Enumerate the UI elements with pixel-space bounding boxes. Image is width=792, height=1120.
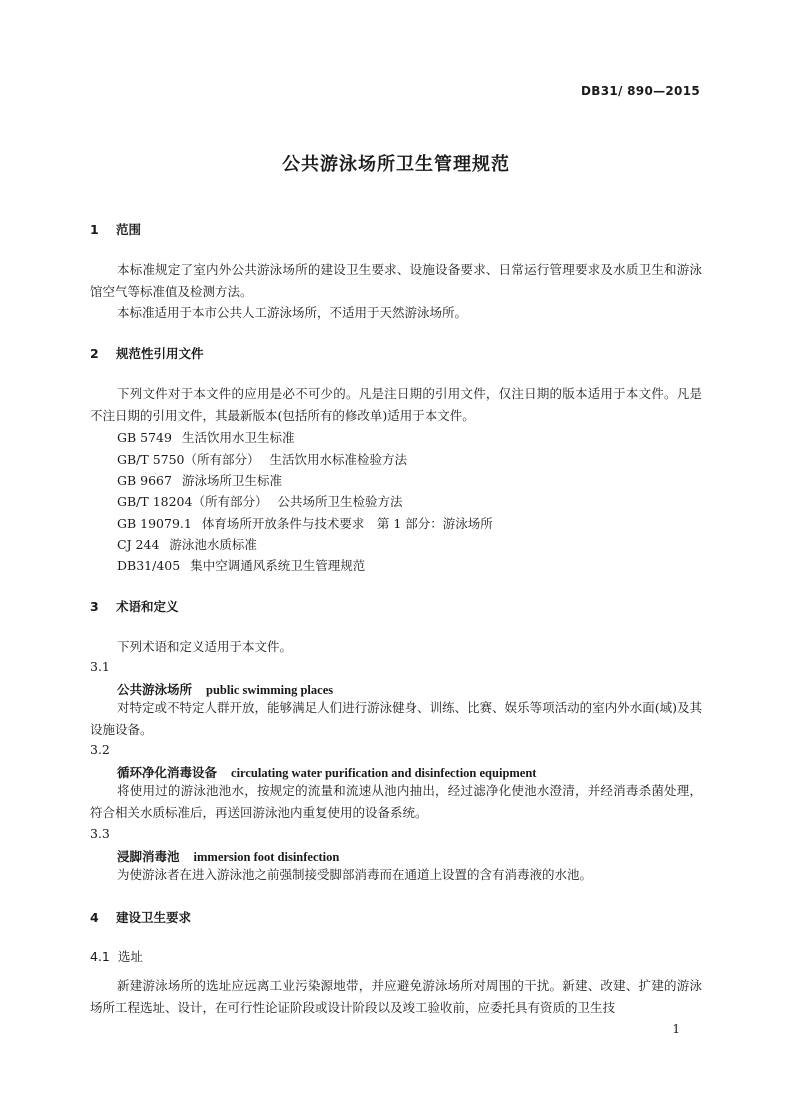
section-2-paragraph-1: 下列文件对于本文件的应用是必不可少的。凡是注日期的引用文件，仅注日期的版本适用于本文件。凡是不注日期的引用文件，其最新版本(包括所有的修改单)适用于本文件。 bbox=[90, 386, 702, 423]
section-title: 规范性引用文件 bbox=[116, 346, 204, 361]
term-chinese: 公共游泳场所 bbox=[117, 682, 193, 697]
reference-item bbox=[117, 492, 402, 510]
reference-name: 游泳场所卫生标准 bbox=[181, 473, 282, 488]
section-3-paragraph-1: 下列术语和定义适用于本文件。 bbox=[117, 639, 293, 654]
section-2-heading bbox=[90, 344, 204, 362]
section-title: 建设卫生要求 bbox=[116, 910, 192, 925]
section-title: 范围 bbox=[116, 222, 142, 237]
reference-name: 公共场所卫生检验方法 bbox=[277, 494, 403, 509]
term-title bbox=[117, 680, 333, 698]
reference-code: CJ 244 bbox=[117, 537, 160, 552]
term-title bbox=[117, 763, 536, 781]
subsection-4-1-paragraph: 新建游泳场所的选址应远离工业污染源地带，并应避免游泳场所对周围的干扰。新建、改建、扩建的游泳场所工程选址、设计，在可行性论证阶段或设计阶段以及竣工验收前，应委托具有资质的卫生技 bbox=[90, 978, 702, 1015]
document-code: DB31/ 890—2015 bbox=[580, 84, 700, 98]
reference-code: GB 5749 bbox=[117, 430, 172, 445]
term-chinese: 浸脚消毒池 bbox=[117, 849, 180, 864]
reference-code: GB 19079.1 bbox=[117, 516, 192, 531]
term-definition: 对特定或不特定人群开放，能够满足人们进行游泳健身、训练、比赛、娱乐等项活动的室内外水面(域)及其设施设备。 bbox=[90, 700, 702, 737]
reference-code: GB/T 18204（所有部分） bbox=[117, 494, 268, 509]
reference-item bbox=[117, 428, 294, 446]
section-3-heading bbox=[90, 597, 179, 615]
section-1-paragraph-2: 本标准适用于本市公共人工游泳场所，不适用于天然游泳场所。 bbox=[117, 305, 468, 320]
reference-name: 体育场所开放条件与技术要求 第 1 部分：游泳场所 bbox=[201, 516, 493, 531]
section-number: 2 bbox=[90, 346, 99, 361]
reference-name: 生活饮用水标准检验方法 bbox=[269, 452, 408, 467]
subsection-title: 选址 bbox=[117, 949, 143, 964]
reference-item bbox=[117, 450, 407, 468]
subsection-number: 4.1 bbox=[90, 949, 110, 964]
section-1-paragraph-1: 本标准规定了室内外公共游泳场所的建设卫生要求、设施设备要求、日常运行管理要求及水质卫生和游泳馆空气等标准值及检测方法。 bbox=[90, 262, 702, 299]
term-definition: 为使游泳者在进入游泳池之前强制接受脚部消毒而在通道上设置的含有消毒液的水池。 bbox=[117, 867, 593, 882]
reference-item bbox=[117, 556, 365, 574]
term-number: 3.3 bbox=[90, 826, 110, 841]
term-english: public swimming places bbox=[206, 683, 334, 697]
subsection-4-1-heading bbox=[90, 947, 143, 965]
reference-item bbox=[117, 514, 493, 532]
reference-name: 生活饮用水卫生标准 bbox=[181, 430, 295, 445]
term-title bbox=[117, 847, 339, 865]
term-english: immersion foot disinfection bbox=[193, 850, 340, 864]
term-definition: 将使用过的游泳池池水，按规定的流量和流速从池内抽出，经过滤净化使池水澄清，并经消毒杀菌处理，符合相关水质标准后，再送回游泳池内重复使用的设备系统。 bbox=[90, 783, 702, 820]
reference-item bbox=[117, 471, 282, 489]
reference-name: 游泳池水质标准 bbox=[169, 537, 257, 552]
reference-item bbox=[117, 535, 257, 553]
reference-code: GB/T 5750（所有部分） bbox=[117, 452, 260, 467]
section-title: 术语和定义 bbox=[116, 599, 179, 614]
term-number: 3.1 bbox=[90, 659, 110, 674]
reference-name: 集中空调通风系统卫生管理规范 bbox=[190, 558, 366, 573]
term-english: circulating water purification and disinfection equipment bbox=[231, 766, 537, 780]
reference-code: GB 9667 bbox=[117, 473, 172, 488]
term-chinese: 循环净化消毒设备 bbox=[117, 765, 218, 780]
section-number: 4 bbox=[90, 910, 99, 925]
section-number: 3 bbox=[90, 599, 99, 614]
section-1-heading bbox=[90, 220, 141, 238]
section-number: 1 bbox=[90, 222, 99, 237]
section-4-heading bbox=[90, 908, 191, 926]
reference-code: DB31/405 bbox=[117, 558, 181, 573]
page-number: 1 bbox=[672, 1022, 680, 1036]
page-title: 公共游泳场所卫生管理规范 bbox=[282, 154, 510, 175]
term-number: 3.2 bbox=[90, 742, 110, 757]
